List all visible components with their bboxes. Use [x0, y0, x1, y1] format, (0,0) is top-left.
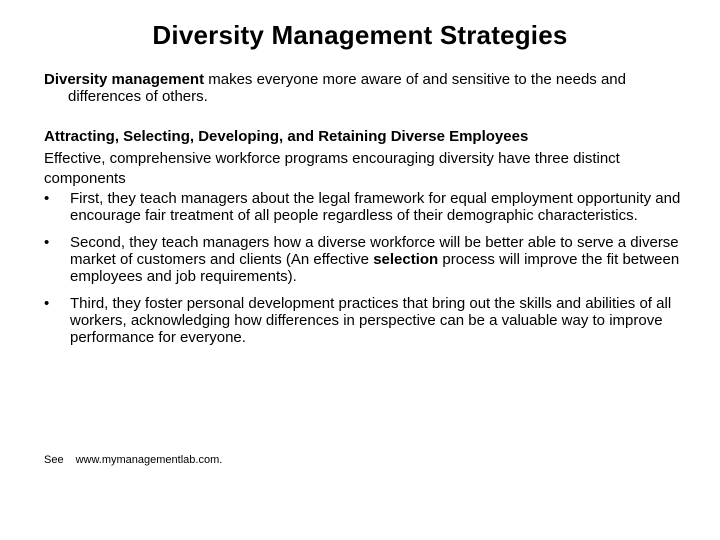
- definition-paragraph: [44, 71, 684, 105]
- bullet-list: [44, 190, 684, 346]
- slide-title: Diversity Management Strategies: [152, 20, 568, 50]
- footer-url: www.mymanagementlab.com.: [75, 454, 223, 466]
- intro-text: Effective, comprehensive workforce programs encouraging diversity have three distinct components: [44, 150, 620, 187]
- bullet-icon: •: [44, 234, 50, 251]
- footer-label: See: [44, 454, 64, 466]
- bullet-item: [44, 295, 684, 346]
- bullet-text: Third, they foster personal development practices that bring out the skills and abilities of all workers, acknowledging how differences in perspective can be a valuable way to improve performance for everyone.: [70, 295, 672, 346]
- bullet-icon: •: [44, 190, 50, 207]
- bullet-text: First, they teach managers about the legal framework for equal employment opportunity and encourage fair treatment of all people regardless of their demographic characteristics.: [70, 190, 681, 224]
- bullet-icon: •: [44, 295, 50, 312]
- slide-content: [44, 71, 684, 346]
- definition-term: Diversity management: [44, 71, 205, 88]
- bullet-item: [44, 190, 684, 224]
- section-heading: Attracting, Selecting, Developing, and Retaining Diverse Employees: [44, 128, 529, 145]
- bullet-item: [44, 234, 684, 285]
- bullet-text: Second, they teach managers how a diverse workforce will be better able to serve a diverse market of customers and clients (An effective: [70, 234, 679, 268]
- bullet-text-continued: process will improve the fit between employees and job requirements).: [70, 251, 680, 285]
- definition-text: makes everyone more aware of and sensitive to the needs and differences of others.: [68, 71, 626, 105]
- bullet-bold-term: selection: [373, 251, 439, 268]
- footer-reference: [44, 453, 222, 467]
